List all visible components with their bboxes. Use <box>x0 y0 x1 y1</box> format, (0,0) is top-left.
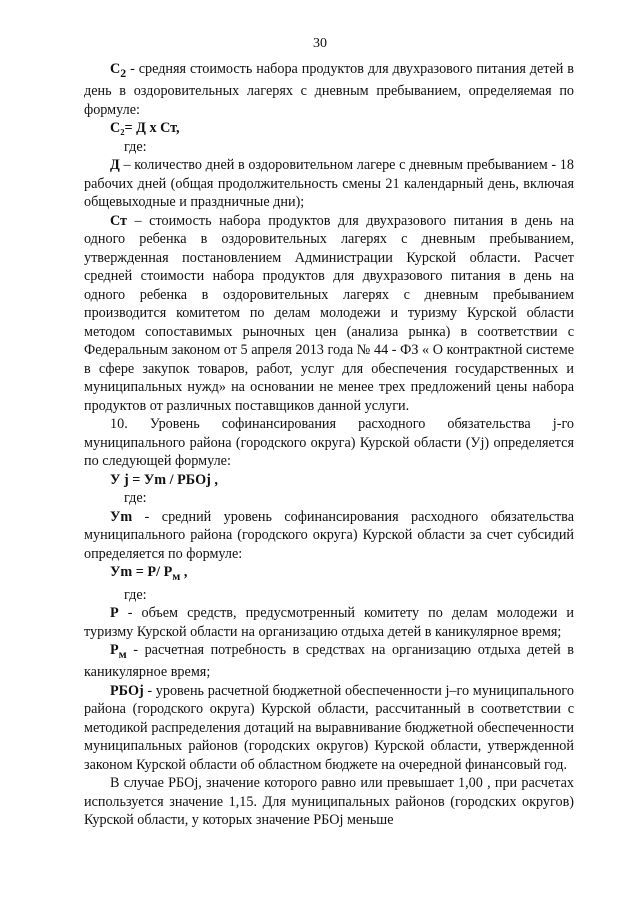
p-term: Р <box>110 605 119 622</box>
where-label-1: где: <box>124 138 147 155</box>
p-definition <box>84 604 574 641</box>
formula-ym-main: Уm = Р/ Р <box>110 564 173 581</box>
item-10-paragraph: 10. Уровень софинансирования расходного обязательства j-го муниципального района (городского округа) Курской области (Уj) определяется по следующей формуле: <box>84 416 574 470</box>
pm-term: Р <box>110 642 119 659</box>
formula-ym-end: , <box>180 564 188 581</box>
ym-term: Уm <box>110 508 133 525</box>
page-number: 30 <box>313 36 327 51</box>
d-definition <box>84 156 574 212</box>
ym-definition-text: - средний уровень софинансирования расходного обязательства муниципального района (городского округа) Курской области за счет субсидий определяется по формуле: <box>84 508 574 562</box>
pm-definition <box>84 641 574 682</box>
st-definition-text: – стоимость набора продуктов для двухразового питания в день на одного ребенка в оздоровительных лагерях с дневным пребыванием, утвержденная постановлением Администрации Курской области. Расчет средней стоимости набора продуктов для двухразового питания в день на одного ребенка в оздоровительных лагерях с дневным пребыванием производится комитетом по делам молодежи и туризму Курской области методом сопоставимых рыночных цен (анализа рынка) в соответствии с Федеральным законом от 5 апреля 2013 года № 44 - ФЗ « О контрактной системе в сфере закупок товаров, работ, услуг для обеспечения государственных и муниципальных нужд» на основании не менее трех предложений цены набора продуктов от различных поставщиков данной услуги. <box>84 212 574 414</box>
c2-term: С <box>110 61 121 77</box>
st-definition <box>84 212 574 416</box>
d-term: Д <box>110 157 120 174</box>
rbo-definition-text: - уровень расчетной бюджетной обеспеченности j–го муниципального района (городского округа) Курской области, рассчитанный в соответствии с методикой распределения дотаций на выравнивание бюджетной обеспеченности муниципальных районов (городских округов) Курской области, утвержденной законом Курской области об областном бюджете на очередной финансовый год. <box>84 682 574 773</box>
c2-term-subscript: 2 <box>120 65 127 80</box>
ym-definition <box>84 508 574 564</box>
formula-c2: С₂= Д х Ст, <box>110 120 180 137</box>
c2-definition <box>84 60 574 119</box>
formula-ym-subscript: м <box>172 569 181 584</box>
where-label-2: где: <box>124 490 147 507</box>
pm-term-subscript: м <box>118 646 127 661</box>
formula-yj: У j = Уm / РБОj , <box>110 471 218 488</box>
document-body <box>84 60 574 830</box>
c2-definition-text: - средняя стоимость набора продуктов для двухразового питания детей в день в оздоровительных лагерях с дневным пребыванием, определяемая по формуле: <box>84 61 574 118</box>
st-term: Ст <box>110 212 128 229</box>
d-definition-text: – количество дней в оздоровительном лагере с дневным пребыванием - 18 рабочих дней (общая продолжительность смены 21 календарный день, включая общевыходные и праздничные дни); <box>84 157 574 211</box>
pm-definition-text: - расчетная потребность в средствах на организацию отдыха детей в каникулярное время; <box>84 642 574 681</box>
rbo-term: РБОj <box>110 682 144 699</box>
p-definition-text: - объем средств, предусмотренный комитету по делам молодежи и туризму Курской области на организацию отдыха детей в каникулярное время; <box>84 605 574 640</box>
formula-ym <box>84 563 574 585</box>
where-label-3: где: <box>124 586 147 603</box>
rbo-case-paragraph: В случае РБОj, значение которого равно или превышает 1,00 , при расчетах используется значение 1,15. Для муниципальных районов (городских округов) Курской области, у которых значение РБОj меньше <box>84 775 574 829</box>
rbo-definition <box>84 682 574 775</box>
